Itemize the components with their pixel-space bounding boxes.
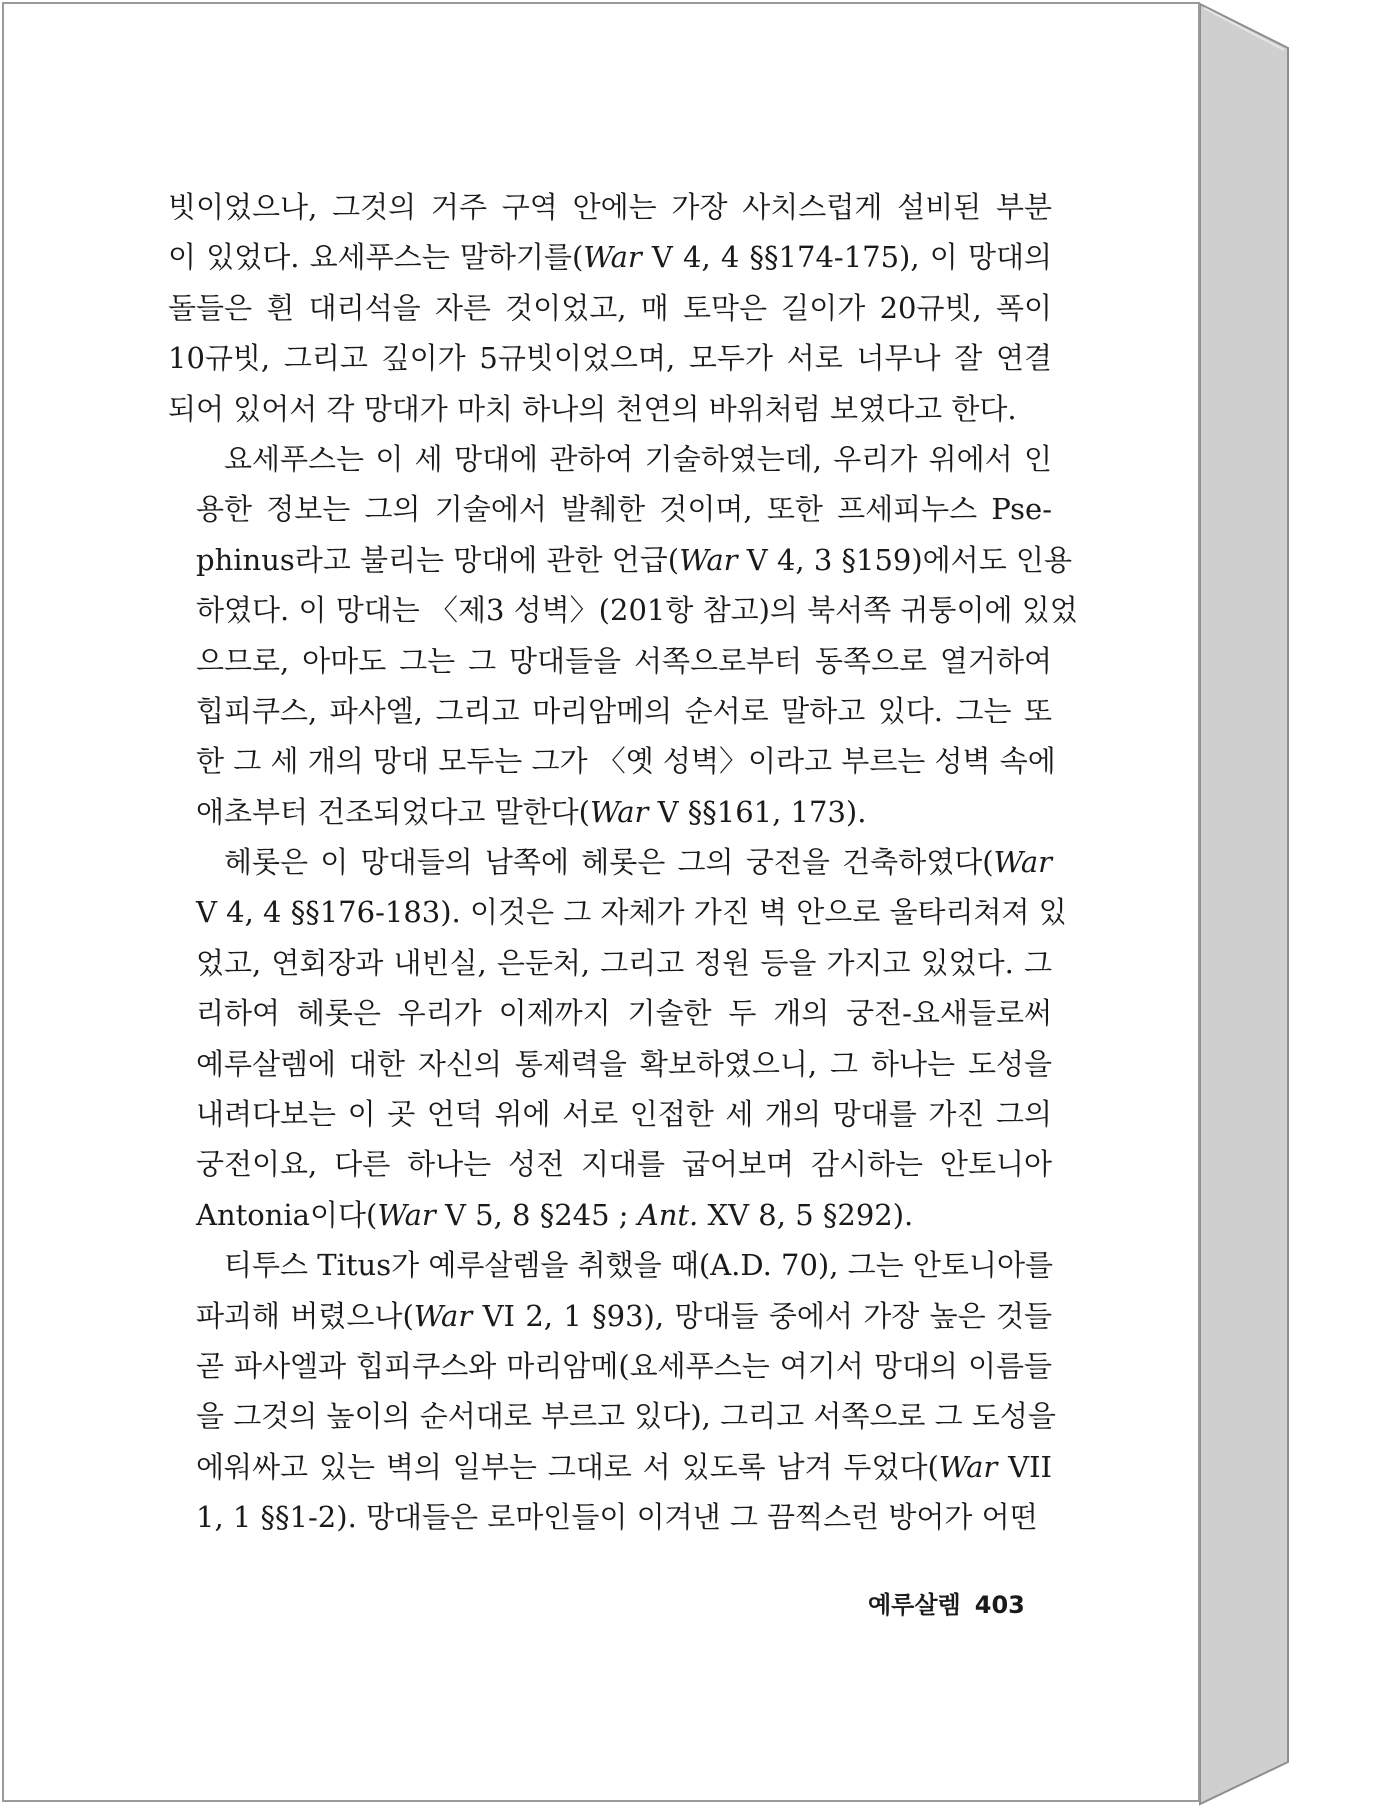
- text-line: 용한 정보는 그의 기술에서 발췌한 것이며, 또한 프세피누스 Pse-: [196, 492, 1052, 527]
- citation-ant: Ant.: [637, 1197, 699, 1232]
- text-line: 1, 1 §§1-2). 망대들은 로마인들이 이겨낸 그 끔찍스런 방어가 어떤: [196, 1500, 1038, 1535]
- text-line: Antonia이다(War V 5, 8 §245 ; Ant. XV 8, 5 §292).: [196, 1197, 914, 1232]
- paragraph-2: [168, 434, 1078, 837]
- body-text: [168, 182, 1078, 1543]
- paragraph-4: [168, 1240, 1056, 1542]
- citation-war: War: [938, 1449, 998, 1484]
- citation-war: War: [993, 845, 1052, 880]
- text-line: 힙피쿠스, 파사엘, 그리고 마리암메의 순서로 말하고 있다. 그는 또: [196, 693, 1052, 728]
- text-line: 빗이었으나, 그것의 거주 구역 안에는 가장 사치스럽게 설비된 부분: [168, 190, 1052, 224]
- text-line: 궁전이요, 다른 하나는 성전 지대를 굽어보며 감시하는 안토니아: [196, 1147, 1052, 1182]
- text-line: 하였다. 이 망대는 〈제3 성벽〉(201항 참고)의 북서쪽 귀퉁이에 있었: [196, 593, 1078, 628]
- text-line: 내려다보는 이 곳 언덕 위에 서로 인접한 세 개의 망대를 가진 그의: [196, 1097, 1052, 1132]
- citation-war: War: [583, 240, 642, 275]
- text-line: 곧 파사엘과 힙피쿠스와 마리암메(요세푸스는 여기서 망대의 이름들: [196, 1348, 1052, 1383]
- citation-war: War: [377, 1197, 436, 1232]
- text-line: 에워싸고 있는 벽의 일부는 그대로 서 있도록 남겨 두었다(War VII: [196, 1449, 1053, 1484]
- paragraph-1: [168, 182, 1052, 434]
- text-line: 었고, 연회장과 내빈실, 은둔처, 그리고 정원 등을 가지고 있었다. 그: [196, 945, 1052, 980]
- running-title: 예루살렘: [868, 1591, 961, 1619]
- text-line: 돌들은 흰 대리석을 자른 것이었고, 매 토막은 길이가 20규빗, 폭이: [168, 290, 1052, 325]
- text-line: 리하여 헤롯은 우리가 이제까지 기술한 두 개의 궁전-요새들로써: [196, 996, 1052, 1031]
- text-line: 을 그것의 높이의 순서대로 부르고 있다), 그리고 서쪽으로 그 도성을: [196, 1399, 1056, 1434]
- paragraph-3: [168, 837, 1067, 1240]
- text-line: 티투스 Titus가 예루살렘을 취했을 때(A.D. 70), 그는 안토니아를: [224, 1248, 1053, 1283]
- text-line: 으므로, 아마도 그는 그 망대들을 서쪽으로부터 동쪽으로 열거하여: [196, 643, 1052, 678]
- text-line: 헤롯은 이 망대들의 남쪽에 헤롯은 그의 궁전을 건축하였다(War: [224, 845, 1052, 880]
- page-footer: [868, 1585, 1025, 1620]
- text-line: 요세푸스는 이 세 망대에 관하여 기술하였는데, 우리가 위에서 인: [224, 441, 1052, 476]
- citation-war: War: [413, 1298, 473, 1333]
- text-line: 이 있었다. 요세푸스는 말하기를(War V 4, 4 §§174-175), 이 망대의: [168, 240, 1053, 275]
- text-line: 파괴해 버렸으나(War VI 2, 1 §93), 망대들 중에서 가장 높은 것들: [196, 1298, 1052, 1333]
- page-number: 403: [974, 1591, 1025, 1619]
- citation-war: War: [679, 542, 738, 577]
- text-line: 한 그 세 개의 망대 모두는 그가 〈옛 성벽〉이라고 부르는 성벽 속에: [196, 744, 1056, 779]
- text-line: V 4, 4 §§176-183). 이것은 그 자체가 가진 벽 안으로 울타리쳐져 있: [196, 895, 1067, 930]
- text-line: phinus라고 불리는 망대에 관한 언급(War V 4, 3 §159)에서도 인용: [196, 542, 1072, 577]
- text-line: 애초부터 건조되었다고 말한다(War V §§161, 173).: [196, 794, 867, 829]
- citation-war: War: [589, 794, 649, 829]
- text-line: 예루살렘에 대한 자신의 통제력을 확보하였으니, 그 하나는 도성을: [196, 1046, 1052, 1081]
- text-line: 되어 있어서 각 망대가 마치 하나의 천연의 바위처럼 보였다고 한다.: [168, 391, 1017, 426]
- text-line: 10규빗, 그리고 깊이가 5규빗이었으며, 모두가 서로 너무나 잘 연결: [168, 341, 1052, 376]
